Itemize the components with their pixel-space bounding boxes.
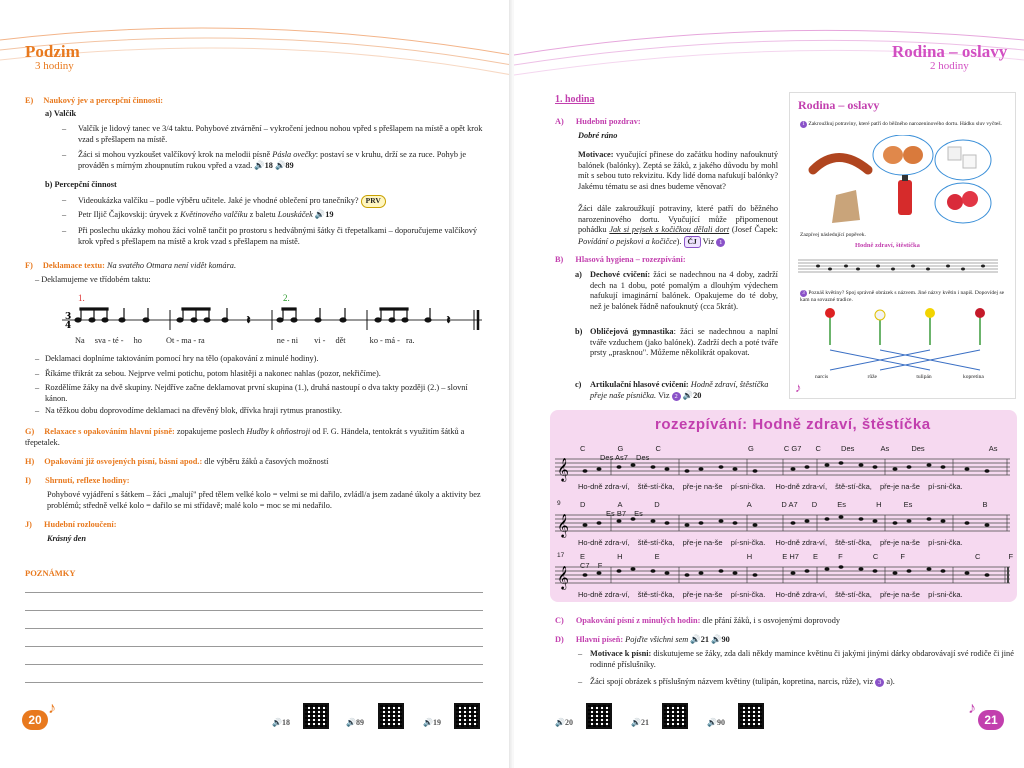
text: žáci se nadechnou na 4 doby, zadrží dech na 1 dobu, poté pomalým a dlouhým výdechem nafukují imaginární balónek. Opakujeme do té doby, než je balónek řádně nafouknutý (cca 5krát). bbox=[590, 270, 778, 311]
lyric: Ho-dně zdra-ví, bbox=[578, 590, 630, 599]
dash: – bbox=[62, 210, 67, 219]
lyric: pí-sni-čka. bbox=[730, 482, 766, 491]
text: od F. G. Händela, tentokrát s využitím šátků a třepetalek. bbox=[25, 427, 465, 447]
audio-track[interactable]: 18 bbox=[281, 718, 290, 727]
audio-track[interactable]: 89 bbox=[285, 160, 294, 170]
audio-track[interactable]: 20 bbox=[693, 390, 702, 400]
syllable: vi - bbox=[314, 336, 326, 345]
lyric: pře-je na-še bbox=[682, 482, 723, 491]
paragraph bbox=[78, 210, 483, 221]
lyric: pře-je na-še bbox=[682, 590, 723, 599]
music-note-icon: ♪ bbox=[48, 700, 56, 717]
lyric: pí-sni-čka. bbox=[928, 538, 963, 547]
subsection-a: a) Valčík bbox=[45, 109, 77, 118]
chord: D bbox=[654, 500, 660, 509]
chord: E bbox=[654, 552, 660, 561]
text: Žáci si mohou vyzkoušet valčíkový krok na melodii písně bbox=[78, 150, 273, 159]
section-label: I) bbox=[25, 476, 31, 485]
speaker-icon[interactable]: 🔊 bbox=[423, 718, 433, 727]
music-note-icon: ♪ bbox=[795, 380, 802, 395]
qr-code-icon[interactable] bbox=[378, 703, 404, 729]
paragraph: Pohybové vyjádření s šátkem – žáci „malují" před tělem velké kolo = velmi se mi dařilo, zvládl/a jsem zadané úkoly a aktivity bez problémů; středně velké kolo = dařilo se mi střídavě; malé kolo = moc se mi nedařilo. bbox=[47, 490, 481, 510]
section-label: H) bbox=[25, 457, 35, 466]
food-pictures bbox=[798, 135, 1008, 230]
lyric: ště-stí-čka, bbox=[835, 590, 872, 599]
section-heading: Deklamace textu: bbox=[42, 261, 105, 270]
qr-code-icon[interactable] bbox=[454, 703, 480, 729]
lyric: ště-stí-čka, bbox=[637, 538, 675, 547]
list-item: Rozdělíme žáky na dvě skupiny. Nejdříve začne deklamovat první skupina (1.), druhá nastoupí o dva takty později (2.) – slovní kánon. bbox=[45, 383, 468, 403]
list-item: Deklamaci doplníme taktováním pomocí hry na tělo (opakování z minulé hodiny). bbox=[45, 354, 319, 363]
page-number: 21 bbox=[978, 710, 1004, 730]
lyrics-row bbox=[578, 482, 1008, 491]
section-e bbox=[25, 96, 485, 107]
page-title: Podzim bbox=[25, 42, 80, 61]
text: Hodně zdraví, štěstíčka přeje naše písnička. bbox=[590, 380, 769, 400]
footer-audio[interactable] bbox=[707, 718, 725, 727]
section-label: A) bbox=[555, 117, 564, 126]
chord: G bbox=[747, 444, 754, 453]
paragraph bbox=[78, 150, 483, 171]
label: Motivace k písni: bbox=[590, 649, 652, 658]
item-label: b) bbox=[575, 327, 583, 336]
speaker-icon[interactable]: 🔊 bbox=[631, 718, 641, 727]
section-label: B) bbox=[555, 255, 564, 264]
footer-audio[interactable] bbox=[631, 718, 649, 727]
work-title: Povídání o pejskovi a kočičce bbox=[578, 236, 677, 246]
svg-text:𝄞: 𝄞 bbox=[557, 565, 569, 589]
paragraph bbox=[590, 327, 778, 359]
chord: Es bbox=[634, 509, 643, 518]
syllable: ra. bbox=[405, 336, 415, 345]
exercise-number[interactable]: 1 bbox=[716, 238, 725, 247]
chord: Es bbox=[903, 500, 913, 509]
paragraph bbox=[578, 204, 778, 248]
dash: – bbox=[578, 649, 583, 658]
work-title: Květinového valčíku bbox=[180, 210, 248, 219]
rhythm-lyrics bbox=[75, 336, 495, 347]
text: vyučující přinese do začátku hodiny nafouknutý balónek (balónky). Zeptá se žáků, z jakého důvodu by mohl mít s sebou tuto rekvizitu. Kdy lidé doma nafukují balónky? Jakému tématu se asi dnes budeme věnovat? bbox=[578, 150, 779, 191]
chord: C G7 bbox=[783, 444, 802, 453]
lyric: Ho-dně zdra-ví, bbox=[775, 538, 828, 547]
svg-text:3: 3 bbox=[65, 312, 72, 322]
dash: – bbox=[578, 677, 583, 686]
chord: D A7 bbox=[781, 500, 798, 509]
dash: – bbox=[35, 354, 40, 363]
section-heading: Opakování písní z minulých hodin: bbox=[575, 616, 701, 625]
section-a bbox=[555, 117, 641, 128]
paragraph: Valčík je lidový tanec ve 3/4 taktu. Pohybové ztvárnění – vykročení jednou nohou vpřed s přešlapem na místě a opět krok vzad s přešlapem na místě. bbox=[78, 124, 483, 144]
exercise-number: 3 bbox=[800, 290, 807, 297]
lyric: pře-je na-še bbox=[682, 538, 723, 547]
svg-text:𝄽: 𝄽 bbox=[447, 315, 451, 326]
speaker-icon[interactable]: 🔊 bbox=[275, 160, 286, 170]
chord: E bbox=[580, 552, 586, 561]
chord: F C7 bbox=[580, 552, 1014, 570]
text: Zakroužkuj potraviny, které patří do běžného narozeninového dortu. Hádku sluv vyčteš. bbox=[808, 121, 1002, 127]
lyric: pí-sni-čka. bbox=[928, 590, 963, 599]
work-title: Hudby k ohňostroji bbox=[246, 427, 311, 436]
bar-number: 17 bbox=[557, 552, 565, 559]
note-line bbox=[25, 646, 483, 647]
paragraph: Při poslechu ukázky mohou žáci volně tančit po prostoru s hedvábnými šátky či třepetalkami – doporučujeme valčíkový krok vpřed s přešlapem na místě a krok vzad s přešlapem na místě. bbox=[78, 226, 478, 246]
section-label: E) bbox=[25, 96, 34, 105]
syllable: ho bbox=[133, 336, 142, 345]
text: Petr Iljič Čajkovskij: úryvek z bbox=[78, 210, 181, 219]
section-heading: Hlavní píseň: bbox=[575, 635, 624, 644]
section-heading: Hudební rozloučení: bbox=[44, 520, 117, 529]
canon-mark-1: 1. bbox=[78, 293, 85, 303]
item-label: a) bbox=[575, 270, 582, 279]
page-title: Rodina – oslavy bbox=[892, 42, 1008, 61]
text: ). bbox=[676, 236, 682, 246]
dash: – bbox=[62, 195, 67, 204]
song-title: Pojďte všichni sem bbox=[623, 635, 689, 644]
audio-track[interactable]: 21 bbox=[640, 718, 649, 727]
lyric: pí-sni-čka. bbox=[928, 482, 963, 491]
text: Žáci spojí obrázek s příslušným názvem květiny (tulipán, kopretina, narcis, růže), viz bbox=[590, 677, 874, 686]
text: Videoukázka valčíku – podle výběru učitele. Jaké je vhodné oblečení pro tanečníky? bbox=[78, 196, 359, 205]
svg-text:𝄽: 𝄽 bbox=[247, 315, 251, 326]
section-label: G) bbox=[25, 427, 35, 436]
speaker-icon[interactable]: 🔊 bbox=[690, 635, 701, 644]
speaker-icon[interactable]: 🔊 bbox=[254, 160, 265, 170]
chord: D bbox=[580, 500, 586, 509]
chord: As bbox=[880, 444, 890, 453]
syllable: Ot - ma - ra bbox=[166, 336, 205, 345]
text: : žáci se nadechnou a naplní tváře vzduchem (jako balónek). Zadrží dech a poté tváře prsty „prasknou". Můžeme několikrát opakovat. bbox=[590, 327, 778, 357]
chord: F bbox=[900, 552, 905, 561]
chord: C bbox=[580, 444, 586, 453]
note-line bbox=[25, 628, 483, 629]
chord: E H7 bbox=[782, 552, 799, 561]
section-label: F) bbox=[25, 261, 33, 270]
label: Motivace: bbox=[578, 150, 614, 159]
chord: C bbox=[655, 444, 661, 453]
text: : postaví se v kruhu, drží se za ruce. Pohyb je prováděn s mírným zhoupnutím rukou vpřed a vzad. bbox=[78, 150, 467, 170]
list-item: Říkáme třikrát za sebou. Nejprve velmi potichu, potom hlasitěji a nakonec nahlas (pozor, nekřičíme). bbox=[45, 369, 381, 378]
chord: Des As7 bbox=[600, 453, 628, 462]
text: a). bbox=[886, 677, 895, 686]
lyric: Ho-dně zdra-ví, bbox=[775, 482, 828, 491]
exercise-number[interactable]: 3 bbox=[875, 678, 884, 687]
chord: Des bbox=[911, 444, 925, 453]
note-line bbox=[25, 610, 483, 611]
audio-track[interactable]: 19 bbox=[432, 718, 441, 727]
chord: H bbox=[617, 552, 623, 561]
rhythm-staff bbox=[62, 305, 487, 335]
speaker-icon[interactable]: 🔊 bbox=[682, 390, 694, 400]
chord: B bbox=[982, 500, 988, 509]
subsection-b: b) Percepční činnost bbox=[45, 180, 117, 189]
qr-code-icon[interactable] bbox=[738, 703, 764, 729]
chord: A bbox=[746, 500, 752, 509]
list-item bbox=[590, 677, 1015, 688]
flower-name: kopretina bbox=[963, 374, 984, 380]
audio-track[interactable]: 90 bbox=[716, 718, 725, 727]
chord: C bbox=[975, 552, 981, 561]
text: dle výběru žáků a časových možností bbox=[202, 457, 329, 466]
lyric: Ho-dně zdra-ví, bbox=[578, 482, 630, 491]
dash: – bbox=[35, 383, 40, 392]
chord: H bbox=[876, 500, 882, 509]
chord: G bbox=[617, 444, 624, 453]
paragraph bbox=[78, 195, 483, 208]
text: Viz bbox=[702, 236, 715, 246]
text: Žáci dále zakroužkují potraviny, které patří do běžného narozeninového dortu. Vyučující může připomenout pohádku bbox=[578, 204, 778, 234]
proverb: Na svatého Otmara není vidět komára. bbox=[104, 261, 237, 270]
paragraph bbox=[578, 150, 778, 192]
lesson-heading: 1. hodina bbox=[555, 94, 595, 105]
qr-code-icon[interactable] bbox=[586, 703, 612, 729]
lyric: Ho-dně zdra-ví, bbox=[578, 538, 630, 547]
footer-audio[interactable] bbox=[272, 718, 290, 727]
chord: Es bbox=[837, 500, 847, 509]
paragraph bbox=[590, 270, 778, 312]
footer-audio[interactable] bbox=[346, 718, 364, 727]
lyric: ště-stí-čka, bbox=[637, 590, 675, 599]
lyric: ště-stí-čka, bbox=[637, 482, 675, 491]
lyric: pře-je na-še bbox=[879, 482, 920, 491]
text: Poznáš květiny? Spoj správně obrázek s názvem. Jiné názvy květin i napiš. Dopovídej se kam na sovazné tradice. bbox=[800, 290, 1005, 303]
section-g bbox=[25, 427, 485, 448]
label: Artikulační hlasové cvičení: bbox=[590, 380, 689, 389]
chord: A bbox=[617, 500, 623, 509]
label: Dechové cvičení: bbox=[590, 270, 651, 279]
greeting: Krásný den bbox=[47, 534, 86, 543]
preview-task-2: Zazpívej následující popěvek. bbox=[800, 232, 866, 238]
dash: – bbox=[35, 369, 40, 378]
lyric: pí-sni-čka. bbox=[730, 538, 766, 547]
syllable: sva - té - bbox=[94, 336, 124, 345]
speaker-icon[interactable]: 🔊 bbox=[707, 718, 717, 727]
syllable: dět bbox=[335, 336, 346, 345]
qr-code-icon[interactable] bbox=[303, 703, 329, 729]
section-j bbox=[25, 520, 116, 531]
lyric: pře-je na-še bbox=[879, 590, 920, 599]
section-h bbox=[25, 457, 485, 468]
chord: E bbox=[813, 552, 819, 561]
staff-row-3 bbox=[555, 562, 1010, 590]
warmup-title: rozezpívání: Hodně zdraví, štěstíčka bbox=[655, 416, 931, 433]
dash: – bbox=[35, 406, 40, 415]
audio-track[interactable]: 89 bbox=[355, 718, 364, 727]
speaker-icon[interactable]: 🔊 bbox=[314, 210, 326, 219]
dash: – bbox=[62, 150, 67, 159]
note-line bbox=[25, 592, 483, 593]
text: dle přání žáků, i s osvojenými doprovody bbox=[700, 616, 840, 625]
qr-code-icon[interactable] bbox=[662, 703, 688, 729]
exercise-number[interactable]: 2 bbox=[672, 392, 681, 401]
text: Viz bbox=[658, 390, 670, 400]
bar-number: 9 bbox=[557, 500, 561, 507]
section-heading: Hudební pozdrav: bbox=[575, 117, 641, 126]
speaker-icon[interactable]: 🔊 bbox=[555, 718, 565, 727]
chord: Des bbox=[841, 444, 855, 453]
preview-song-title: Hodně zdraví, štěstíčka bbox=[855, 242, 920, 249]
section-c bbox=[555, 616, 1015, 627]
section-heading: Relaxace s opakováním hlavní písně: bbox=[44, 427, 175, 436]
audio-track[interactable]: 18 bbox=[264, 160, 273, 170]
flowers-picture bbox=[800, 305, 1005, 375]
list-item bbox=[590, 649, 1015, 670]
text: (Josef Čapek: bbox=[729, 225, 778, 234]
text: zopakujeme poslech bbox=[174, 427, 247, 436]
svg-text:4: 4 bbox=[65, 321, 72, 331]
section-heading: Hlasová hygiena – rozezpívání: bbox=[575, 255, 686, 264]
dash: – bbox=[62, 124, 67, 133]
chord: As bbox=[988, 444, 998, 453]
preview-title: Rodina – oslavy bbox=[798, 98, 880, 112]
chord: H bbox=[746, 552, 753, 561]
staff-row-2 bbox=[555, 510, 1010, 538]
flower-names bbox=[815, 372, 1005, 383]
list-item: Na těžkou dobu doprovodíme deklamaci na dřevěný blok, dřívka hraji rytmus pranostiky. bbox=[45, 406, 342, 415]
page-subtitle: 2 hodiny bbox=[930, 60, 969, 72]
section-d bbox=[555, 635, 1015, 646]
section-label: C) bbox=[555, 616, 564, 625]
note-line bbox=[25, 664, 483, 665]
flower-name: tulipán bbox=[916, 374, 932, 380]
svg-text:𝄞: 𝄞 bbox=[557, 513, 569, 537]
work-title: Louskáček bbox=[277, 210, 313, 219]
chord: D bbox=[811, 500, 818, 509]
flower-name: narcis bbox=[815, 374, 829, 380]
subject-badge: PRV bbox=[361, 195, 386, 208]
page-number: 20 bbox=[22, 710, 48, 730]
decorative-arcs bbox=[0, 0, 512, 80]
syllable: ko - má - bbox=[369, 336, 400, 345]
paragraph bbox=[590, 380, 780, 401]
preview-staff bbox=[798, 252, 998, 280]
audio-track[interactable]: 19 bbox=[325, 210, 334, 219]
section-label: J) bbox=[25, 520, 32, 529]
speaker-icon[interactable]: 🔊 bbox=[272, 718, 282, 727]
lyrics-row bbox=[578, 538, 1008, 547]
chord: C bbox=[815, 444, 821, 453]
lyric: ště-stí-čka, bbox=[835, 482, 872, 491]
lyric: Ho-dně zdra-ví, bbox=[775, 590, 828, 599]
audio-track[interactable]: 20 bbox=[564, 718, 573, 727]
paragraph: – Deklamujeme ve třídobém taktu: bbox=[35, 275, 151, 284]
section-heading: Opakování již osvojených písní, básní apod.: bbox=[44, 457, 203, 466]
audio-track[interactable]: 21 bbox=[700, 635, 710, 644]
canon-mark-2: 2. bbox=[283, 293, 290, 303]
lyric: pře-je na-še bbox=[879, 538, 920, 547]
dash: – bbox=[62, 226, 67, 235]
lyric: ště-stí-čka, bbox=[835, 538, 872, 547]
audio-track[interactable]: 90 bbox=[721, 635, 730, 644]
speaker-icon[interactable]: 🔊 bbox=[711, 635, 722, 644]
item-label: c) bbox=[575, 380, 582, 389]
section-heading: Shrnutí, reflexe hodiny: bbox=[45, 476, 130, 485]
work-title: Jak si pejsek s kočičkou dělali dort bbox=[609, 225, 730, 234]
speaker-icon[interactable]: 🔊 bbox=[346, 718, 356, 727]
chord: C bbox=[872, 552, 879, 561]
chord: Es B7 bbox=[606, 509, 627, 518]
song-title: Pásla ovečky bbox=[272, 150, 316, 159]
greeting: Dobré ráno bbox=[578, 131, 618, 140]
lyric: pí-sni-čka. bbox=[730, 590, 766, 599]
syllable: Na bbox=[75, 336, 85, 345]
subject-badge: ČJ bbox=[684, 236, 701, 249]
lyrics-row bbox=[578, 590, 1008, 599]
chord: Des bbox=[636, 453, 650, 462]
chord: F bbox=[838, 552, 843, 561]
section-heading: Naukový jev a percepční činnosti: bbox=[43, 96, 164, 105]
section-f bbox=[25, 261, 485, 272]
preview-task-1 bbox=[800, 121, 1005, 128]
exercise-number: 1 bbox=[800, 121, 807, 128]
chord: F bbox=[597, 561, 603, 570]
preview-task-3 bbox=[800, 290, 1008, 304]
text: z baletu bbox=[247, 210, 278, 219]
notes-heading: POZNÁMKY bbox=[25, 568, 76, 578]
music-note-icon: ♪ bbox=[968, 700, 976, 717]
svg-text:𝄞: 𝄞 bbox=[557, 457, 569, 481]
syllable: ne - ni bbox=[276, 336, 298, 345]
footer-audio[interactable] bbox=[555, 718, 573, 727]
flower-name: růže bbox=[867, 374, 877, 380]
label: Obličejová gymnastika bbox=[590, 327, 674, 336]
section-label: D) bbox=[555, 635, 564, 644]
staff-row-1 bbox=[555, 454, 1010, 482]
text: diskutujeme se žáky, zda dali někdy mamince květinu či jakými jinými dárky obdarovávají své rodiče či jiné rodinné příslušníky. bbox=[590, 649, 1014, 669]
page-subtitle: 3 hodiny bbox=[35, 60, 74, 72]
section-i bbox=[25, 476, 130, 487]
footer-audio[interactable] bbox=[423, 718, 441, 727]
section-b bbox=[555, 255, 686, 266]
note-line bbox=[25, 682, 483, 683]
